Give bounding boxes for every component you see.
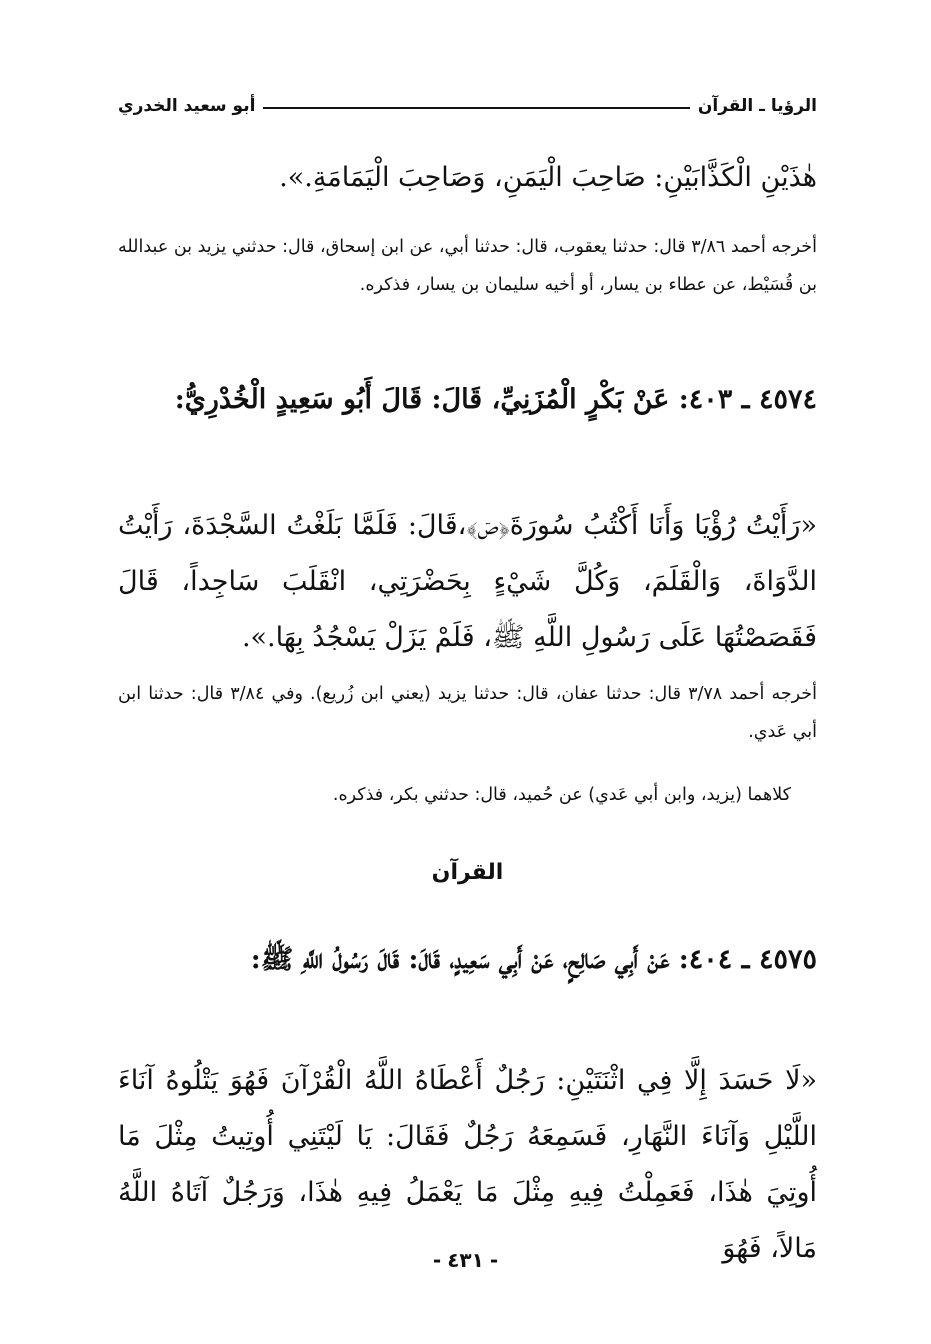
hadith-text: هٰذَيْنِ الْكَذَّابَيْنِ: صَاحِبَ الْيَمَنِ، وَصَاحِبَ الْيَمَامَةِ.».	[279, 162, 817, 193]
page-number-value: ٤٣١	[447, 1248, 484, 1272]
takhrij-text: أخرجه أحمد ٣/٧٨ قال: حدثنا عفان، قال: حدثنا يزيد (يعني ابن زُريع). وفي ٣/٨٤ قال: حدثنا ابن أبي عَدي.	[118, 684, 817, 742]
takhrij-text: أخرجه أحمد ٣/٨٦ قال: حدثنا يعقوب، قال: حدثنا أبي، عن ابن إسحاق، قال: حدثني يزيد بن عبدالله بن قُسَيْط، عن عطاء بن يسار، أو أخيه سليمان بن يسار، فذكره.	[118, 237, 817, 295]
header-book: أبو سعيد الخدري	[118, 96, 256, 116]
hadith-heading: ٤٥٧٥ ـ ٤٠٤: عَنْ أَبِي صَالِحٍ، عَنْ أَبِي سَعِيدٍ، قَالَ: قَالَ رَسُولُ اللَّهِ ﷺ:	[250, 944, 817, 975]
section-title: القرآن	[431, 860, 504, 885]
header-rule	[263, 107, 689, 109]
hadith-heading: ٤٥٧٤ ـ ٤٠٣: عَنْ بَكْرٍ الْمُزَنِيِّ، قَالَ: قَالَ أَبُو سَعِيدٍ الْخُدْرِيُّ:	[174, 384, 817, 415]
hadith-text: «لَا حَسَدَ إِلَّا فِي اثْنَتَيْنِ: رَجُلٌ أَعْطَاهُ اللَّهُ الْقُرْآنَ فَهُوَ يَتْلُوهُ آنَاءَ اللَّيْلِ وَآنَاءَ النَّهَارِ، فَسَمِعَهُ رَجُلٌ فَقَالَ: يَا لَيْتَنِي أُوتِيتُ مِثْلَ مَا أُوتِيَ هٰذَا، فَعَمِلْتُ فِيهِ مِثْلَ مَا يَعْمَلُ فِيهِ هٰذَا، وَرَجُلٌ آتَاهُ اللَّهُ مَالاً، فَهُوَ	[118, 1065, 817, 1264]
running-header	[118, 88, 817, 116]
hadith-text: «رَأَيْتُ رُؤْيَا وَأَنَا أَكْتُبُ سُورَةَ﴿صۤ﴾،قَالَ: فَلَمَّا بَلَغْتُ السَّجْدَةَ، رَأَيْتُ الدَّوَاةَ، وَالْقَلَمَ، وَكُلَّ شَيْءٍ بِحَضْرَتِي، انْقَلَبَ سَاجِداً، قَالَ فَقَصَصْتُهَا عَلَى رَسُولِ اللَّهِ ﷺ، فَلَمْ يَزَلْ يَسْجُدُ بِهَا.».	[118, 510, 817, 653]
takhrij-text: كلاهما (يزيد، وابن أبي عَدي) عن حُميد، قال: حدثني بكر، فذكره.	[332, 785, 791, 805]
page-number: -٤٣١-	[432, 1248, 499, 1272]
header-chapter: الرؤيا ـ القرآن	[697, 96, 817, 116]
